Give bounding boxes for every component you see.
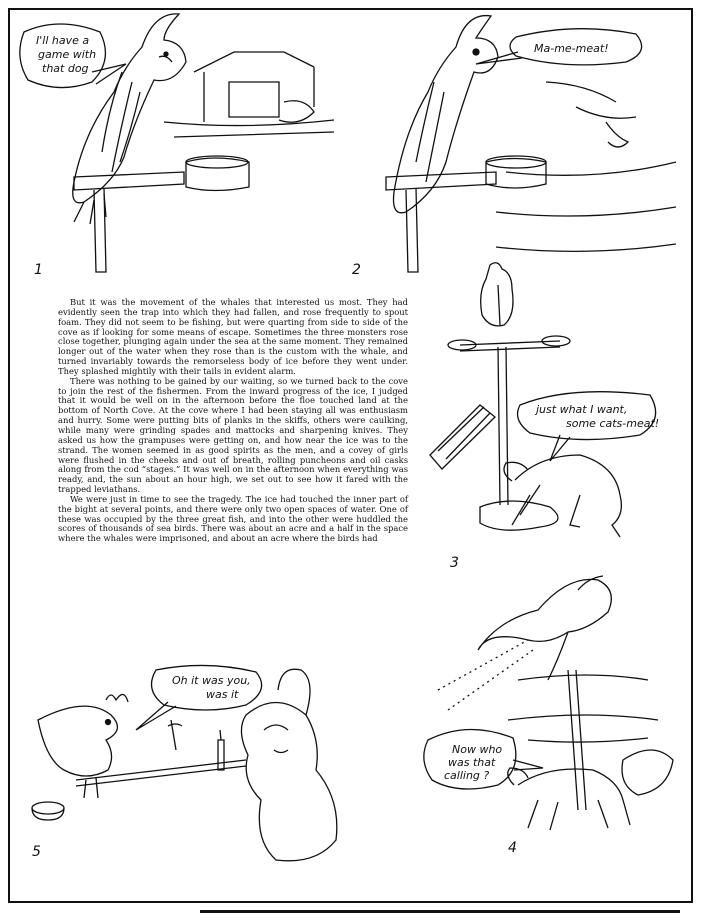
panel-2 [346, 12, 686, 284]
panel-4-speech-line-1: Now who [452, 743, 503, 756]
panel-4-number: 4 [508, 840, 517, 856]
panel-1 [14, 12, 350, 284]
panel-5 [16, 660, 396, 875]
article-paragraph-2: There was nothing to be gained by our waiting, so we turned back to the cove to join the rest of the fishermen. From the inward progress of the ice, I judged that it would be well on in the afternoon before the floe touched land at the bottom of North Cove. At the cove where I had been staying all was enthusiasm and hurry. Some were putting bits of planks in the skiffs, others were caulking, while many were grinding spades and mattocks and sharpening knives. They asked us how the grampuses were getting on, and how near the ice was to the strand. The women seemed in as good spirits as the men, and a covey of girls were flushed in the cheeks and out of breath, rolling puncheons and oil casks along from the cod “stages.” It was well on in the afternoon when everything was ready, and, the sun about an hour high, we set out to see how it fared with the trapped leviathans. [58, 375, 408, 495]
panel-2-number: 2 [352, 262, 361, 278]
panel-3-number: 3 [450, 555, 459, 571]
article-paragraph-1: But it was the movement of the whales that interested us most. They had evidently seen the trap into which they had fallen, and rose frequently to spout foam. They did not seem to be fishing, but were quarting from side to side of the cove as if looking for some means of escape. Sometimes the three monsters rose close together, plunging again under the sea at the same moment. They remained longer out of the water when they rose than is the custom with the whale, and turned invariably towards the remorseless body of ice before they went under. They splashed mightily with their tails in evident alarm. [58, 297, 408, 376]
bottom-rule [200, 910, 680, 913]
panel-1-speech-line-3: that dog [42, 62, 89, 75]
article-body [58, 298, 408, 544]
panel-3-speech-line-1: just what I want, [536, 403, 628, 416]
panel-1-speech-line-2: game with [38, 48, 97, 61]
panel-5-speech-line-2: was it [206, 688, 239, 701]
panel-3-speech-line-2: some cats-meat! [566, 417, 660, 430]
panel-4-speech-line-2: was that [448, 756, 496, 769]
panel-4 [418, 570, 688, 860]
panel-2-speech-line-1: Ma-me-meat! [534, 42, 609, 55]
panel-1-speech-line-1: I'll have a [36, 34, 90, 47]
panel-1-number: 1 [34, 262, 43, 278]
panel-5-speech-line-1: Oh it was you, [172, 674, 251, 687]
panel-4-speech-line-3: calling ? [444, 769, 490, 782]
panel-5-number: 5 [32, 844, 41, 860]
article-paragraph-3: We were just in time to see the tragedy. The ice had touched the inner part of the bight at several points, and there were only two open spaces of water. One of these was occupied by the three great fish, and into the other were huddled the scores of thousands of sea birds. There was about an acre and a half in the space where the whales were imprisoned, and about an acre where the birds had [58, 493, 408, 544]
panel-3 [420, 255, 688, 575]
